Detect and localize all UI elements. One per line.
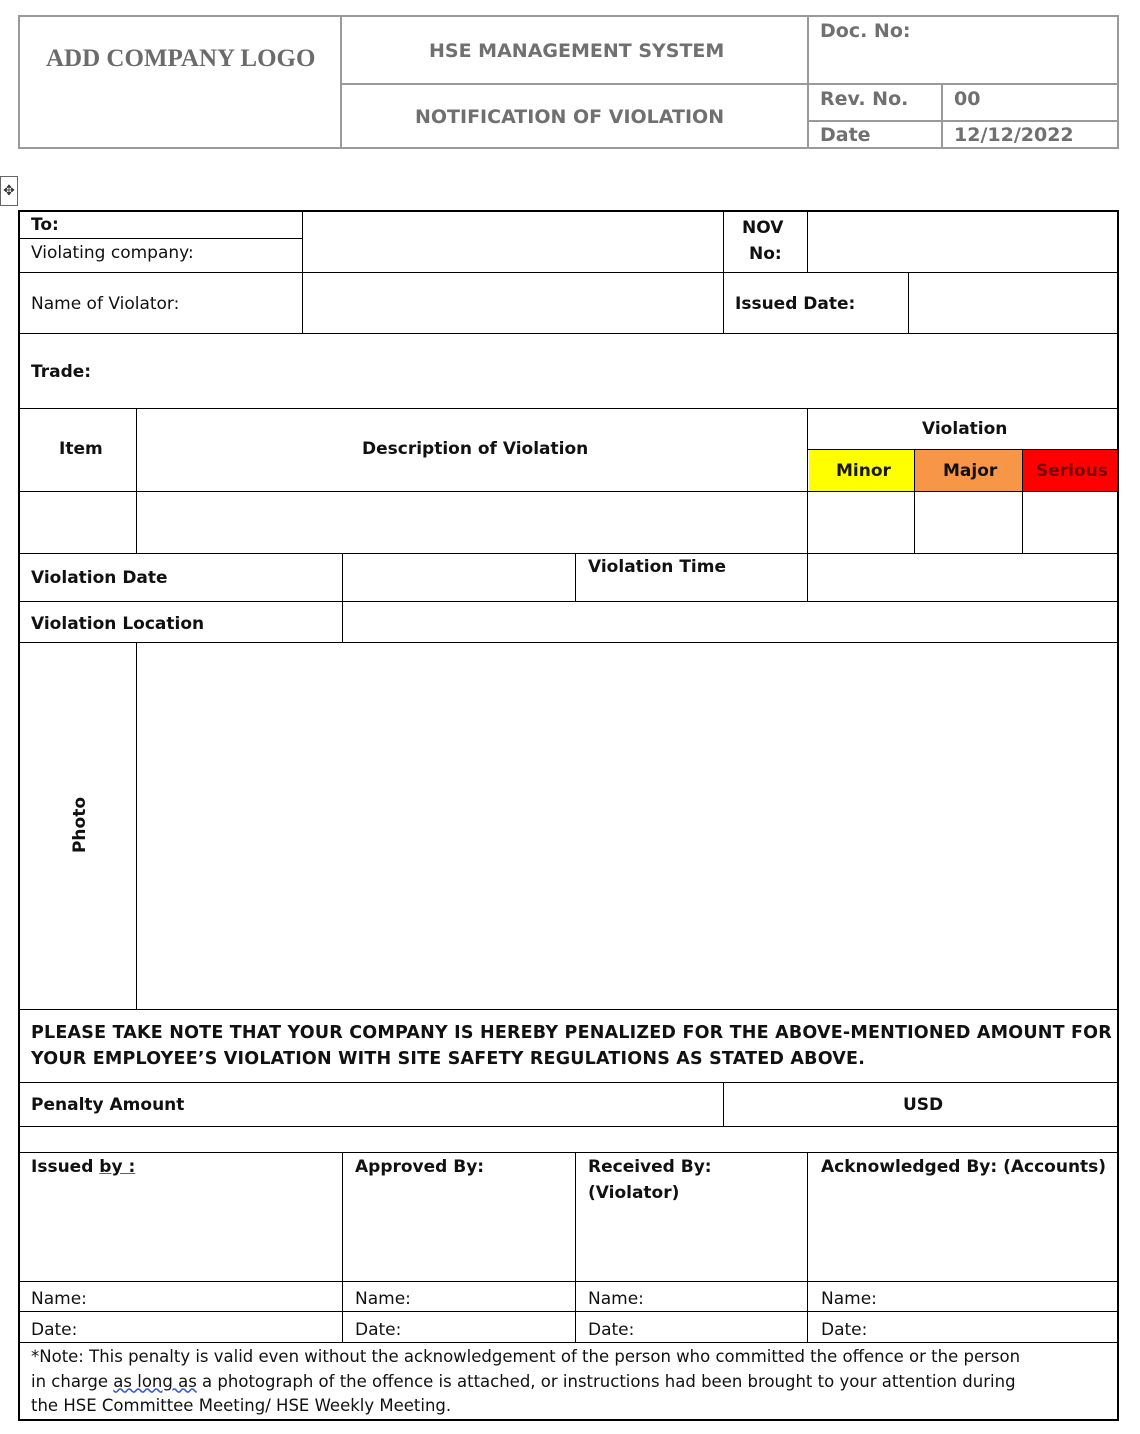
issued-by-label	[31, 1156, 135, 1178]
management-system-title: HSE MANAGEMENT SYSTEM	[429, 40, 725, 62]
minor-checkbox-cell[interactable]	[809, 492, 913, 552]
issued-date-label: Issued Date:	[735, 294, 856, 314]
date-label: Date	[820, 124, 871, 146]
major-checkbox-cell[interactable]	[916, 492, 1021, 552]
description-field[interactable]	[138, 492, 806, 552]
note-line2-part1: in charge	[31, 1371, 114, 1391]
acknowledged-by-label: Acknowledged By: (Accounts)	[821, 1157, 1107, 1177]
serious-checkbox-cell[interactable]	[1024, 492, 1116, 552]
severity-serious-label: Serious	[1036, 461, 1108, 481]
received-by-label: Received By:	[588, 1157, 712, 1177]
received-by-sublabel: (Violator)	[588, 1183, 680, 1203]
severity-minor-label: Minor	[836, 461, 891, 481]
issued-date-field[interactable]	[910, 274, 1116, 332]
received-by-name-label: Name:	[588, 1289, 644, 1309]
form-title: NOTIFICATION OF VIOLATION	[415, 106, 725, 128]
item-column-header: Item	[59, 439, 103, 459]
violation-date-label: Violation Date	[31, 568, 168, 588]
note-line1: *Note: This penalty is valid even without the acknowledgement of the person who committed the offence or the person	[31, 1347, 1021, 1366]
date-value: 12/12/2022	[954, 124, 1074, 146]
penalty-notice-line2: YOUR EMPLOYEE’S VIOLATION WITH SITE SAFETY REGULATIONS AS STATED ABOVE.	[31, 1049, 866, 1069]
acknowledged-by-name-label: Name:	[821, 1289, 877, 1309]
note-line2	[31, 1370, 1113, 1395]
acknowledged-by-date-label: Date:	[821, 1320, 868, 1340]
severity-major-label: Major	[943, 461, 998, 481]
nov-no-field[interactable]	[809, 212, 1116, 271]
violation-time-label: Violation Time	[588, 557, 726, 577]
trade-label: Trade:	[31, 362, 92, 382]
note-line2-part2: a photograph of the offence is attached, or instructions had been brought to your attention during	[196, 1371, 1016, 1391]
approved-by-label: Approved By:	[355, 1157, 485, 1177]
approved-by-date-label: Date:	[355, 1320, 402, 1340]
currency-label: USD	[903, 1095, 944, 1115]
violation-location-label: Violation Location	[31, 614, 205, 634]
violating-company-label: Violating company:	[31, 243, 194, 263]
table-move-handle-icon[interactable]: ✥	[0, 176, 18, 206]
violator-name-label: Name of Violator:	[31, 294, 180, 314]
violation-location-field[interactable]	[344, 603, 1116, 641]
photo-label: Photo	[70, 796, 90, 854]
item-field[interactable]	[20, 492, 135, 552]
penalty-validity-note	[31, 1345, 1113, 1419]
violator-name-field[interactable]	[304, 274, 722, 332]
received-by-date-label: Date:	[588, 1320, 635, 1340]
penalty-notice	[31, 1020, 1111, 1072]
to-label: To:	[31, 215, 59, 235]
note-line3: the HSE Committee Meeting/ HSE Weekly Meeting.	[31, 1396, 452, 1415]
violation-column-header: Violation	[922, 419, 1008, 439]
nov-no-label-line1: NOV	[742, 218, 784, 238]
violation-time-field[interactable]	[809, 555, 1116, 600]
violating-company-field[interactable]	[304, 212, 722, 271]
doc-no-label: Doc. No:	[820, 20, 911, 42]
penalty-amount-label: Penalty Amount	[31, 1095, 185, 1115]
issued-by-label-underlined: by :	[99, 1157, 136, 1177]
note-line2-flagged: as long as	[113, 1371, 197, 1391]
company-logo-placeholder: ADD COMPANY LOGO	[46, 45, 316, 72]
photo-area[interactable]	[138, 644, 1116, 1008]
rev-no-label: Rev. No.	[820, 88, 909, 110]
issued-by-date-label: Date:	[31, 1320, 78, 1340]
issued-by-label-text: Issued	[31, 1157, 100, 1177]
approved-by-name-label: Name:	[355, 1289, 411, 1309]
description-column-header: Description of Violation	[362, 439, 589, 459]
issued-by-name-label: Name:	[31, 1289, 87, 1309]
rev-no-value: 00	[954, 88, 981, 110]
penalty-notice-line1: PLEASE TAKE NOTE THAT YOUR COMPANY IS HEREBY PENALIZED FOR THE ABOVE-MENTIONED AMOUNT FOR	[31, 1023, 1112, 1043]
nov-no-label-line2: No:	[749, 244, 782, 264]
violation-date-field[interactable]	[344, 555, 574, 600]
